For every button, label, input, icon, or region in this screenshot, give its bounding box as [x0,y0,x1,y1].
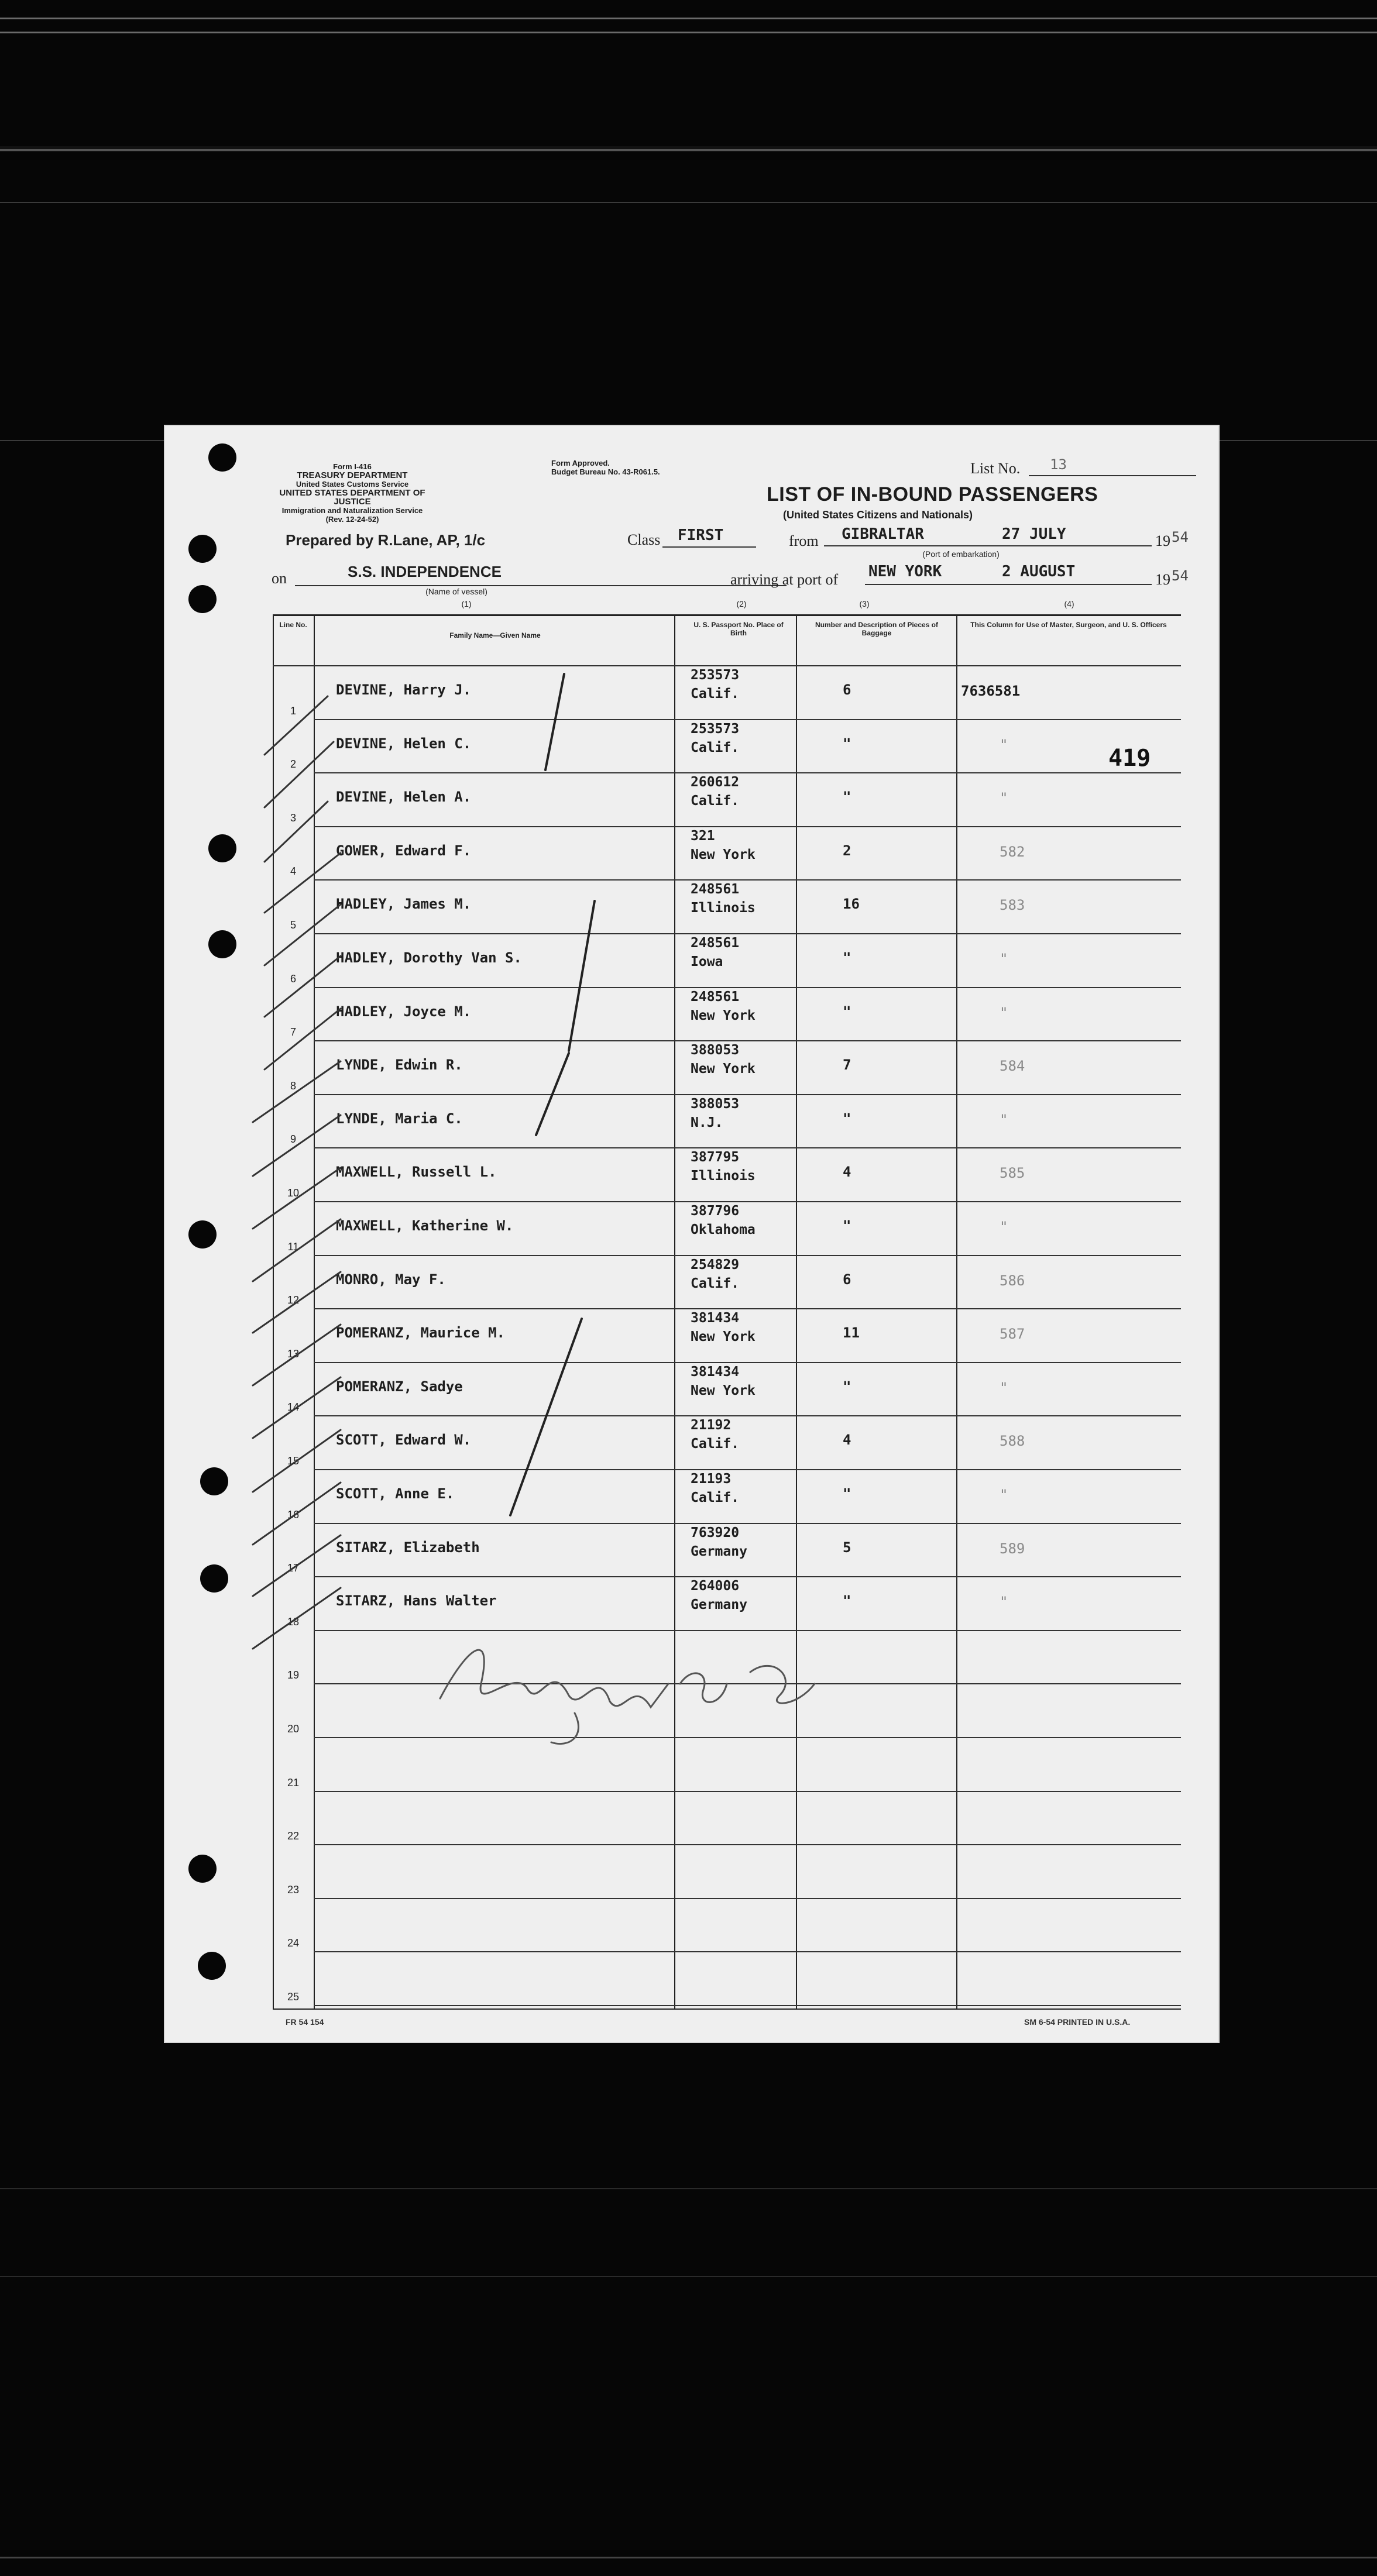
birth-place: Calif. [691,793,740,809]
header-officers: This Column for Use of Master, Surgeon, and U. S. Officers [970,621,1167,629]
table-row [273,773,1181,827]
table-row [273,1631,1181,1685]
list-number-label: List No. [970,460,1021,477]
form-agency-block [265,462,440,524]
passport-number: 388053 [691,1043,740,1058]
baggage-count: 11 [843,1325,860,1342]
table-row [273,666,1181,720]
birth-place: New York [691,1382,756,1398]
officer-entry: " [1000,1379,1008,1396]
passport-number: 248561 [691,882,740,897]
stamp-number: 419 [1108,745,1151,772]
line-number: 16 [287,1508,300,1521]
officer-entry: " [1000,1487,1008,1503]
passenger-name: SCOTT, Edward W. [336,1432,472,1449]
line-number: 24 [287,1937,300,1949]
from-underline [824,545,1152,546]
punch-hole [200,1467,228,1495]
birth-place: Oklahoma [691,1222,756,1237]
birth-place: New York [691,1061,756,1077]
line-number: 8 [290,1079,296,1092]
officer-entry: 586 [1000,1272,1025,1289]
table-row [273,1416,1181,1470]
passenger-name: GOWER, Edward F. [336,842,472,859]
officer-entry: 582 [1000,843,1025,860]
passport-number: 253573 [691,721,740,737]
birth-place: New York [691,1329,756,1345]
film-edge-line [0,2557,1377,2558]
table-row [273,1738,1181,1792]
passenger-name: LYNDE, Maria C. [336,1110,463,1127]
table-row [273,1845,1181,1899]
officer-entry: " [1000,1594,1008,1611]
line-number: 18 [287,1615,300,1628]
table-row [273,1952,1181,2006]
line-number: 17 [287,1562,300,1574]
passenger-name: DEVINE, Harry J. [336,682,472,698]
officer-entry: 585 [1000,1165,1025,1182]
birth-place: Calif. [691,1490,740,1505]
form-number: Form I-416 [333,462,372,471]
line-number: 22 [287,1830,300,1842]
arrival-underline [865,584,1152,585]
footer-print-note: SM 6-54 PRINTED IN U.S.A. [1024,2017,1131,2027]
table-row [273,1899,1181,1953]
officer-entry: 584 [1000,1058,1025,1075]
baggage-count: " [843,1593,851,1609]
officer-entry: 588 [1000,1433,1025,1450]
passport-number: 264006 [691,1578,740,1594]
line-number: 4 [290,865,296,878]
col-mark-4: (4) [1064,599,1074,608]
header-passport: U. S. Passport No. Place of Birth [693,621,784,637]
punch-hole [208,930,236,958]
passport-number: 21192 [691,1418,732,1433]
passport-number: 248561 [691,936,740,951]
baggage-count: 4 [843,1432,851,1449]
form-approved: Form Approved. [551,459,610,467]
treasury-dept: TREASURY DEPARTMENT [297,470,408,480]
punch-hole [188,1220,217,1249]
table-row [273,934,1181,988]
passenger-name: POMERANZ, Maurice M. [336,1325,505,1342]
row-rule [314,2005,1181,2006]
officer-entry: " [1000,951,1008,967]
film-edge-line [0,18,1377,19]
depart-date: 27 JULY [1002,525,1066,543]
table-row [273,881,1181,934]
table-row [273,988,1181,1042]
birth-place: Calif. [691,1275,740,1291]
passenger-table [273,614,1181,2010]
passport-number: 387795 [691,1150,740,1165]
table-row [273,1470,1181,1524]
passport-number: 321 [691,828,715,844]
table-row [273,1041,1181,1095]
film-edge-line [0,2188,1377,2189]
list-number-value: 13 [1050,456,1067,473]
table-row [273,827,1181,881]
table-row [273,1524,1181,1578]
line-number: 19 [287,1669,300,1681]
passenger-name: HADLEY, Dorothy Van S. [336,950,522,966]
film-edge-line [0,2276,1377,2277]
header-baggage: Number and Description of Pieces of Baggage [815,621,939,637]
line-number: 6 [290,972,296,985]
embark-port: GIBRALTAR [842,525,924,543]
table-row [273,720,1181,774]
line-number: 2 [290,758,296,771]
table-row [273,1684,1181,1738]
year-suffix-1: 54 [1172,529,1189,545]
passport-number: 21193 [691,1471,732,1487]
header-name: Family Name—Given Name [449,631,541,639]
birth-place: Germany [691,1543,747,1559]
officer-entry: 587 [1000,1326,1025,1343]
line-number: 20 [287,1722,300,1735]
form-subtitle: (United States Citizens and Nationals) [783,509,973,521]
birth-place: Calif. [691,686,740,701]
line-number: 1 [290,704,296,717]
birth-place: Calif. [691,1436,740,1452]
baggage-count: 6 [843,1271,851,1288]
line-number: 7 [290,1026,296,1038]
passport-number: 763920 [691,1525,740,1540]
punch-hole [188,1855,217,1883]
vessel-name: S.S. INDEPENDENCE [348,563,502,580]
line-number: 21 [287,1776,300,1789]
baggage-count: 6 [843,682,851,698]
ins-service: Immigration and Naturalization Service [281,506,423,515]
birth-place: New York [691,1007,756,1023]
arrival-date: 2 AUGUST [1002,563,1076,580]
vessel-underline [295,585,787,586]
line-number: 3 [290,811,296,824]
form-approval-block [551,459,715,476]
table-row [273,1095,1181,1149]
baggage-count: 7 [843,1057,851,1074]
baggage-count: 16 [843,896,860,913]
year-prefix-2: 19 [1155,571,1170,588]
passport-number: 381434 [691,1311,740,1326]
table-row [273,1202,1181,1256]
line-number: 9 [290,1133,296,1146]
baggage-count: " [843,735,851,752]
class-label: Class [627,531,661,548]
officer-entry: 589 [1000,1540,1025,1557]
passport-number: 388053 [691,1096,740,1112]
officer-entry: 583 [1000,897,1025,914]
passenger-name: SITARZ, Elizabeth [336,1539,480,1556]
passport-number: 254829 [691,1257,740,1272]
birth-place: Iowa [691,954,723,969]
line-number: 13 [287,1347,300,1360]
officer-entry: " [1000,790,1008,807]
table-row [273,1309,1181,1363]
col-mark-3: (3) [859,599,870,608]
table-row [273,1792,1181,1846]
port-embarkation-note: (Port of embarkation) [922,549,1000,559]
passenger-name: SITARZ, Hans Walter [336,1593,497,1609]
budget-bureau: Budget Bureau No. 43-R061.5. [551,467,660,476]
passenger-name: LYNDE, Edwin R. [336,1057,463,1074]
justice-dept: UNITED STATES DEPARTMENT OF JUSTICE [279,488,425,507]
passenger-name: DEVINE, Helen C. [336,735,472,752]
passenger-name: MAXWELL, Russell L. [336,1164,497,1181]
officer-entry: " [1000,1111,1008,1128]
officer-entry: " [1000,1219,1008,1235]
punch-hole [198,1952,226,1980]
baggage-count: " [843,1110,851,1127]
baggage-count: " [843,950,851,966]
baggage-count: 2 [843,842,851,859]
line-number: 5 [290,919,296,931]
line-number: 10 [287,1186,300,1199]
passport-number: 253573 [691,668,740,683]
film-edge-line [0,149,1377,151]
on-label: on [272,570,287,587]
punch-hole [188,585,217,613]
passenger-name: MAXWELL, Katherine W. [336,1218,514,1234]
baggage-count: " [843,1218,851,1234]
passport-number: 260612 [691,775,740,790]
film-edge-line [0,202,1377,203]
line-number: 12 [287,1294,300,1306]
table-row [273,1363,1181,1417]
passenger-name: POMERANZ, Sadye [336,1378,463,1395]
customs-service: United States Customs Service [296,480,409,489]
officer-entry: " [1000,1004,1008,1021]
birth-place: Calif. [691,740,740,755]
film-edge-line [0,32,1377,33]
baggage-count: " [843,1485,851,1502]
passport-number: 381434 [691,1364,740,1380]
class-value: FIRST [678,527,724,544]
col-mark-2: (2) [736,599,747,608]
year-prefix-1: 19 [1155,532,1170,549]
passenger-name: HADLEY, Joyce M. [336,1003,472,1020]
birth-place: N.J. [691,1115,723,1130]
list-number-underline [1029,475,1196,476]
punch-hole [208,834,236,862]
table-row [273,1148,1181,1202]
table-row [273,1256,1181,1310]
punch-hole [200,1564,228,1593]
line-number: 11 [287,1240,299,1253]
birth-place: New York [691,847,756,862]
from-label: from [789,532,819,549]
footer-left-code: FR 54 154 [286,2017,324,2027]
form-title: LIST OF IN-BOUND PASSENGERS [767,483,1098,505]
arriving-label: arriving at port of [730,571,839,588]
baggage-count: " [843,1378,851,1395]
form-revision: (Rev. 12-24-52) [325,515,379,524]
year-suffix-2: 54 [1172,568,1189,584]
line-number: 15 [287,1454,300,1467]
line-number: 23 [287,1883,300,1896]
baggage-count: " [843,789,851,806]
table-row [273,1577,1181,1631]
baggage-count: " [843,1003,851,1020]
passport-number: 248561 [691,989,740,1005]
passenger-name: SCOTT, Anne E. [336,1485,455,1502]
line-number: 14 [287,1401,300,1413]
vessel-name-note: (Name of vessel) [425,587,487,596]
birth-place: Germany [691,1597,747,1613]
passenger-name: DEVINE, Helen A. [336,789,472,806]
passenger-name: MONRO, May F. [336,1271,446,1288]
passenger-name: HADLEY, James M. [336,896,472,913]
passport-number: 387796 [691,1203,740,1219]
baggage-count: 4 [843,1164,851,1181]
officer-entry: 7636581 [961,683,1021,699]
line-number: 25 [287,1990,300,2003]
birth-place: Illinois [691,900,756,916]
col-mark-1: (1) [461,599,472,608]
prepared-by: Prepared by R.Lane, AP, 1/c [286,531,486,549]
baggage-count: 5 [843,1539,851,1556]
punch-hole [208,443,236,472]
class-underline [662,546,756,548]
officer-entry: " [1000,736,1008,753]
birth-place: Illinois [691,1168,756,1184]
header-line-no: Line No. [279,621,307,629]
passenger-list-form [165,426,1218,2042]
arrival-port: NEW YORK [868,563,942,580]
punch-hole [188,535,217,563]
